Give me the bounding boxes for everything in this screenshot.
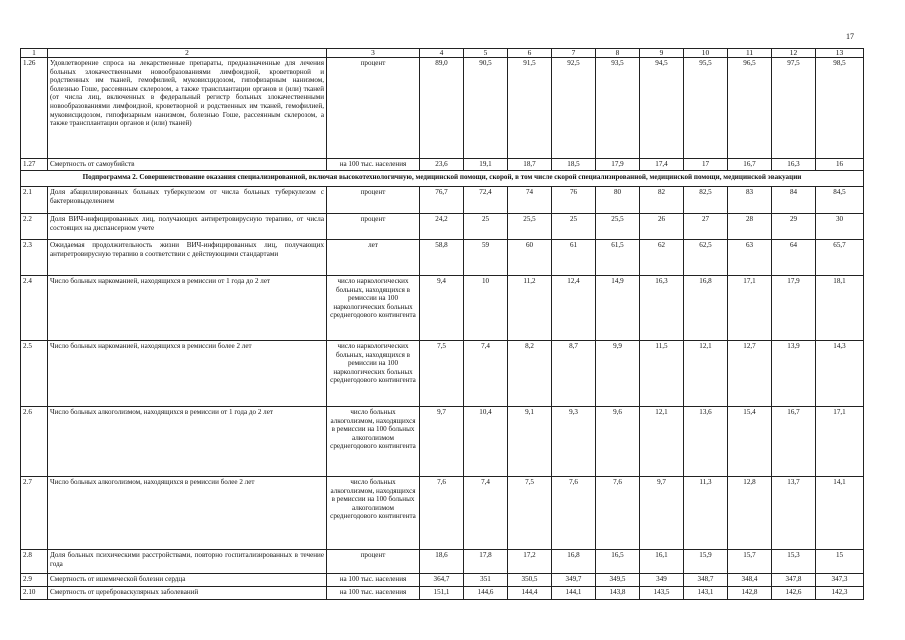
header-cell: 2	[48, 49, 327, 58]
header-cell: 13	[816, 49, 864, 58]
row-value: 14,3	[816, 341, 864, 407]
row-unit: на 100 тыс. населения	[327, 587, 420, 600]
header-cell: 12	[772, 49, 816, 58]
row-value: 142,8	[728, 587, 772, 600]
row-unit: число больных алкоголизмом, находящихся в ремиссии на 100 больных алкоголизмом среднегодового контингента	[327, 407, 420, 477]
row-value: 351	[464, 574, 508, 587]
row-value: 61,5	[596, 240, 640, 276]
row-value: 12,4	[552, 276, 596, 341]
row-value: 17,9	[772, 276, 816, 341]
row-value: 151,1	[420, 587, 464, 600]
header-row	[21, 49, 864, 58]
row-value: 58,8	[420, 240, 464, 276]
row-value: 14,1	[816, 477, 864, 550]
row-value: 13,6	[684, 407, 728, 477]
row-code: 2.2	[21, 214, 48, 240]
row-value: 9,1	[508, 407, 552, 477]
header-cell: 5	[464, 49, 508, 58]
row-value: 349,5	[596, 574, 640, 587]
row-indicator-name: Смертность от ишемической болезни сердца	[48, 574, 327, 587]
row-value: 9,9	[596, 341, 640, 407]
row-value: 15,3	[772, 550, 816, 574]
row-value: 15,7	[728, 550, 772, 574]
header-cell: 9	[640, 49, 684, 58]
row-value: 84	[772, 187, 816, 214]
row-value: 9,4	[420, 276, 464, 341]
table-row	[21, 187, 864, 214]
row-value: 23,6	[420, 159, 464, 171]
row-indicator-name: Доля абациллированных больных туберкулезом от числа больных туберкулезом с бактериовыделением	[48, 187, 327, 214]
row-unit: процент	[327, 214, 420, 240]
table-row	[21, 574, 864, 587]
row-value: 13,7	[772, 477, 816, 550]
row-value: 349	[640, 574, 684, 587]
row-unit: число наркологических больных, находящихся в ремиссии на 100 наркологических больных среднегодового контингента	[327, 341, 420, 407]
row-value: 25	[552, 214, 596, 240]
row-value: 8,2	[508, 341, 552, 407]
table-row	[21, 341, 864, 407]
row-value: 8,7	[552, 341, 596, 407]
table-row	[21, 58, 864, 159]
header-cell: 3	[327, 49, 420, 58]
row-value: 76,7	[420, 187, 464, 214]
row-value: 24,2	[420, 214, 464, 240]
row-value: 15	[816, 550, 864, 574]
row-value: 10	[464, 276, 508, 341]
row-value: 92,5	[552, 58, 596, 159]
row-value: 11,3	[684, 477, 728, 550]
row-unit: на 100 тыс. населения	[327, 574, 420, 587]
row-indicator-name: Удовлетворение спроса на лекарственные препараты, предназначенные для лечения больных злокачественными новообразованиями лимфоидной, кроветворной и родственных им тканей, гемофилией, муковисцидозом, гипофизарным нанизмом, болезнью Гоше, рассеянным склерозом, а также трансплантации органов и (или) тканей (от числа лиц, включенных в федеральный регистр больных злокачественными новообразованиями лимфоидной, кроветворной и родственных им тканей, гемофилией, муковисцидозом, гипофизарным нанизмом, болезнью Гоше, рассеянным склерозом, а также трансплантации органов и (или) тканей)	[48, 58, 327, 159]
row-value: 16,5	[596, 550, 640, 574]
row-value: 13,9	[772, 341, 816, 407]
row-value: 350,5	[508, 574, 552, 587]
row-value: 98,5	[816, 58, 864, 159]
row-value: 17,9	[596, 159, 640, 171]
row-value: 28	[728, 214, 772, 240]
row-value: 12,1	[640, 407, 684, 477]
row-value: 17,1	[816, 407, 864, 477]
row-unit: лет	[327, 240, 420, 276]
row-value: 89,0	[420, 58, 464, 159]
row-value: 364,7	[420, 574, 464, 587]
row-code: 2.7	[21, 477, 48, 550]
row-value: 18,7	[508, 159, 552, 171]
row-value: 142,3	[816, 587, 864, 600]
table-row	[21, 214, 864, 240]
row-value: 9,7	[420, 407, 464, 477]
row-value: 347,8	[772, 574, 816, 587]
row-value: 12,8	[728, 477, 772, 550]
row-code: 2.9	[21, 574, 48, 587]
row-code: 1.27	[21, 159, 48, 171]
row-value: 74	[508, 187, 552, 214]
row-value: 62,5	[684, 240, 728, 276]
table-row	[21, 587, 864, 600]
row-indicator-name: Смертность от цереброваскулярных заболеваний	[48, 587, 327, 600]
row-value: 80	[596, 187, 640, 214]
row-value: 27	[684, 214, 728, 240]
row-indicator-name: Число больных алкоголизмом, находящихся в ремиссии более 2 лет	[48, 477, 327, 550]
row-code: 2.8	[21, 550, 48, 574]
row-value: 16,3	[640, 276, 684, 341]
header-cell: 10	[684, 49, 728, 58]
header-cell: 8	[596, 49, 640, 58]
row-value: 17,1	[728, 276, 772, 341]
row-value: 16,1	[640, 550, 684, 574]
row-value: 9,7	[640, 477, 684, 550]
row-code: 2.6	[21, 407, 48, 477]
row-value: 16,7	[728, 159, 772, 171]
row-value: 15,9	[684, 550, 728, 574]
header-cell: 7	[552, 49, 596, 58]
row-value: 65,7	[816, 240, 864, 276]
row-code: 1.26	[21, 58, 48, 159]
row-value: 16	[816, 159, 864, 171]
row-value: 7,6	[420, 477, 464, 550]
row-value: 12,7	[728, 341, 772, 407]
table-row	[21, 240, 864, 276]
row-indicator-name: Число больных наркоманией, находящихся в ремиссии более 2 лет	[48, 341, 327, 407]
row-unit: процент	[327, 550, 420, 574]
row-value: 18,1	[816, 276, 864, 341]
row-value: 25,5	[596, 214, 640, 240]
header-cell: 4	[420, 49, 464, 58]
row-value: 91,5	[508, 58, 552, 159]
row-value: 16,7	[772, 407, 816, 477]
row-value: 18,6	[420, 550, 464, 574]
row-value: 17,4	[640, 159, 684, 171]
row-value: 16,8	[684, 276, 728, 341]
row-value: 7,6	[596, 477, 640, 550]
table-row	[21, 276, 864, 341]
row-value: 17,8	[464, 550, 508, 574]
row-value: 96,5	[728, 58, 772, 159]
subprogram-row	[21, 171, 864, 187]
row-value: 143,1	[684, 587, 728, 600]
row-value: 25,5	[508, 214, 552, 240]
row-value: 61	[552, 240, 596, 276]
row-value: 25	[464, 214, 508, 240]
row-value: 144,1	[552, 587, 596, 600]
table-row	[21, 407, 864, 477]
row-value: 26	[640, 214, 684, 240]
header-cell: 1	[21, 49, 48, 58]
row-code: 2.10	[21, 587, 48, 600]
row-value: 17,2	[508, 550, 552, 574]
row-value: 62	[640, 240, 684, 276]
row-value: 143,8	[596, 587, 640, 600]
row-indicator-name: Число больных наркоманией, находящихся в ремиссии от 1 года до 2 лет	[48, 276, 327, 341]
row-value: 94,5	[640, 58, 684, 159]
row-value: 63	[728, 240, 772, 276]
row-indicator-name: Смертность от самоубийств	[48, 159, 327, 171]
row-value: 142,6	[772, 587, 816, 600]
row-code: 2.4	[21, 276, 48, 341]
row-value: 82,5	[684, 187, 728, 214]
row-value: 349,7	[552, 574, 596, 587]
row-value: 19,1	[464, 159, 508, 171]
row-indicator-name: Доля ВИЧ-инфицированных лиц, получающих антиретровирусную терапию, от числа состоящих на диспансерном учете	[48, 214, 327, 240]
row-unit: число больных алкоголизмом, находящихся в ремиссии на 100 больных алкоголизмом среднегодового контингента	[327, 477, 420, 550]
row-value: 9,6	[596, 407, 640, 477]
row-value: 14,9	[596, 276, 640, 341]
row-value: 143,5	[640, 587, 684, 600]
row-indicator-name: Доля больных психическими расстройствами, повторно госпитализированных в течение года	[48, 550, 327, 574]
row-value: 83	[728, 187, 772, 214]
row-value: 17	[684, 159, 728, 171]
row-indicator-name: Ожидаемая продолжительность жизни ВИЧ-инфицированных лиц, получающих антиретровирусную терапию в соответствии с действующими стандартами	[48, 240, 327, 276]
row-value: 95,5	[684, 58, 728, 159]
row-value: 12,1	[684, 341, 728, 407]
row-value: 11,5	[640, 341, 684, 407]
row-unit: число наркологических больных, находящихся в ремиссии на 100 наркологических больных среднегодового контингента	[327, 276, 420, 341]
row-value: 90,5	[464, 58, 508, 159]
row-value: 59	[464, 240, 508, 276]
row-code: 2.5	[21, 341, 48, 407]
row-value: 10,4	[464, 407, 508, 477]
row-value: 11,2	[508, 276, 552, 341]
row-unit: процент	[327, 58, 420, 159]
row-value: 18,5	[552, 159, 596, 171]
row-value: 347,3	[816, 574, 864, 587]
row-value: 9,3	[552, 407, 596, 477]
row-value: 64	[772, 240, 816, 276]
row-value: 60	[508, 240, 552, 276]
header-cell: 6	[508, 49, 552, 58]
page-number: 17	[846, 32, 854, 41]
row-value: 7,4	[464, 477, 508, 550]
table-row	[21, 477, 864, 550]
row-code: 2.3	[21, 240, 48, 276]
row-value: 29	[772, 214, 816, 240]
row-value: 7,6	[552, 477, 596, 550]
row-value: 144,6	[464, 587, 508, 600]
row-value: 97,5	[772, 58, 816, 159]
row-value: 82	[640, 187, 684, 214]
row-value: 348,7	[684, 574, 728, 587]
header-cell: 11	[728, 49, 772, 58]
row-unit: процент	[327, 187, 420, 214]
table-row	[21, 159, 864, 171]
row-value: 16,3	[772, 159, 816, 171]
row-value: 84,5	[816, 187, 864, 214]
row-value: 16,8	[552, 550, 596, 574]
row-value: 7,5	[420, 341, 464, 407]
subprogram-title: Подпрограмма 2. Совершенствование оказания специализированной, включая высокотехнологичную, медицинской помощи, скорой, в том числе скорой специализированной, медицинской помощи, медицинской эвакуации	[21, 171, 864, 187]
row-code: 2.1	[21, 187, 48, 214]
row-value: 348,4	[728, 574, 772, 587]
indicators-table	[20, 48, 864, 600]
row-value: 72,4	[464, 187, 508, 214]
row-value: 15,4	[728, 407, 772, 477]
row-value: 93,5	[596, 58, 640, 159]
row-indicator-name: Число больных алкоголизмом, находящихся в ремиссии от 1 года до 2 лет	[48, 407, 327, 477]
row-unit: на 100 тыс. населения	[327, 159, 420, 171]
row-value: 30	[816, 214, 864, 240]
table-row	[21, 550, 864, 574]
row-value: 7,4	[464, 341, 508, 407]
row-value: 76	[552, 187, 596, 214]
row-value: 7,5	[508, 477, 552, 550]
row-value: 144,4	[508, 587, 552, 600]
